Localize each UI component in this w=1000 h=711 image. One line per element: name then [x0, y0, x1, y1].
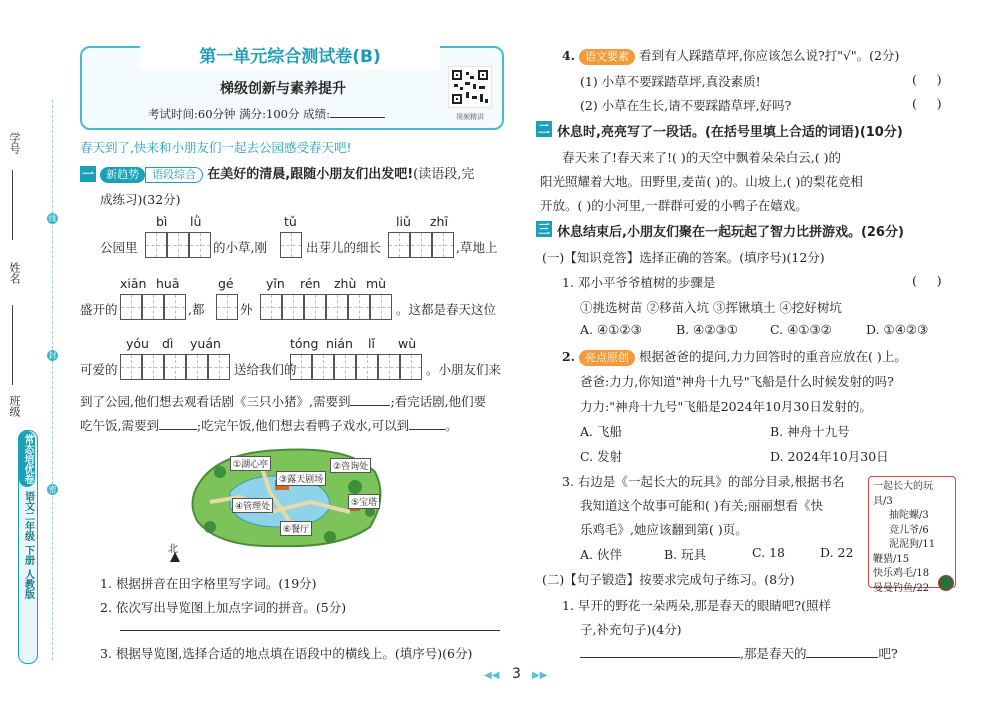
q4-opt1: (1) 小草不要踩踏草坪,真没素质!	[580, 74, 761, 89]
choice[interactable]: B. 神舟十九号	[770, 424, 850, 439]
p1q1: 1. 邓小平爷爷植树的步骤是	[562, 275, 716, 290]
pinyin: yuán	[190, 336, 221, 351]
line-char-feng: 封	[48, 351, 57, 360]
char-box[interactable]	[142, 294, 164, 320]
char-box[interactable]	[164, 294, 186, 320]
toc-item: 竞儿爷/6	[889, 524, 929, 536]
text: 公园里	[100, 240, 138, 255]
answer-blank[interactable]	[580, 657, 740, 658]
char-box[interactable]	[167, 232, 189, 258]
line-char-xian: 线	[48, 214, 57, 223]
answer-paren[interactable]: ( )	[912, 72, 942, 87]
toc-item: 一起长大的玩具/3	[873, 481, 933, 507]
choice[interactable]: B. 玩具	[664, 547, 707, 562]
qr-code[interactable]	[448, 66, 492, 121]
toc-item: 曼曼钓鱼/22	[873, 582, 930, 594]
text: 。小朋友们来	[426, 362, 502, 377]
pinyin: zhī	[430, 214, 448, 229]
student-no-line	[12, 170, 13, 240]
char-box[interactable]	[312, 354, 334, 380]
choice[interactable]: D. 22	[820, 545, 854, 560]
char-box[interactable]	[260, 294, 282, 320]
next-arrow-icon: ▶▶	[532, 670, 548, 681]
text: 送给我们的	[234, 362, 297, 377]
choice[interactable]: D. ①④②③	[866, 322, 929, 337]
choice[interactable]: A. 飞船	[580, 424, 622, 439]
pinyin: lǜ	[190, 214, 202, 229]
text: 外	[240, 302, 253, 317]
text: 的小草,刚	[213, 240, 267, 255]
text: ,都	[188, 302, 205, 317]
p1q3-l2: 我知道这个故事可能和( )有关;丽丽想看《快	[580, 498, 823, 513]
sec2-line1: 春天来了!春天来了!( )的天空中飘着朵朵白云,( )的	[562, 150, 841, 165]
answer-line[interactable]	[120, 630, 500, 631]
sec2-title: 休息时,亮亮写了一段话。(在括号里填上合适的词语)(10分)	[557, 125, 903, 140]
char-box[interactable]	[282, 294, 304, 320]
p1q2: 2. 亮点原创 根据爸爸的提问,力力回答时的重音应放在( )上。	[562, 349, 907, 364]
para2: 吃午饭,需要到 ;吃完午饭,他们想去看鸭子戏水,可以到 。	[80, 418, 458, 433]
student-no-label: 学号	[8, 132, 21, 154]
p1q3-l3: 乐鸡毛》,她应该翻到第( )页。	[580, 522, 748, 537]
p1q1-steps: ①挑选树苗 ②移苗入坑 ③挥锹填土 ④挖好树坑	[580, 300, 842, 315]
char-box[interactable]	[400, 354, 422, 380]
pinyin: gé	[218, 276, 234, 291]
para1: 到了公园,他们想去观看话剧《三只小猪》,需要到 ;看完话剧,他们要	[80, 394, 487, 409]
pinyin: nián	[326, 336, 353, 351]
p1q3-l1: 3. 右边是《一起长大的玩具》的部分目录,根据书名	[562, 474, 845, 489]
sec1-number: 一	[81, 167, 94, 181]
pinyin: huā	[156, 276, 180, 291]
answer-paren[interactable]: ( )	[912, 96, 942, 111]
p1q2-tag: 亮点原创	[579, 350, 635, 366]
north-arrow-icon	[170, 552, 180, 562]
toc-item: 抽陀螺/3	[889, 510, 929, 521]
char-box[interactable]	[120, 354, 142, 380]
sec1-tag-type: 语段综合	[145, 167, 203, 183]
map-label-6: ⑥餐厅	[280, 521, 312, 536]
map-label-3: ③露天剧场	[276, 471, 326, 486]
page-number: 3	[512, 666, 521, 682]
char-box[interactable]	[378, 354, 400, 380]
text: 可爱的	[80, 362, 118, 377]
p2q1-l2: 子,补充句子)(4分)	[580, 622, 682, 637]
choice[interactable]: D. 2024年10月30日	[770, 449, 889, 464]
name-line	[12, 305, 13, 385]
map-label-2: ②咨询处	[330, 458, 371, 473]
answer-paren[interactable]: ( )	[912, 273, 942, 288]
text: 。这都是春天这位	[396, 302, 497, 317]
spine-edition: 人教版	[22, 569, 34, 599]
pinyin: bì	[156, 214, 168, 229]
park-map	[180, 442, 390, 552]
exam-info: 考试时间:60分钟 满分:100分 成绩:	[148, 106, 385, 122]
part1-title: (一)【知识竞答】选择正确的答案。(填序号)(12分)	[542, 250, 825, 265]
page-title: 第一单元综合测试卷(B)	[140, 44, 440, 70]
q4-opt2: (2) 小草在生长,请不要踩踏草坪,好吗?	[580, 98, 792, 113]
char-box[interactable]	[348, 294, 370, 320]
char-box[interactable]	[186, 354, 208, 380]
sec1-title: 在美好的清晨,跟随小朋友们出发吧!	[207, 167, 414, 182]
sec3-number: 三	[537, 222, 550, 236]
char-box[interactable]	[370, 294, 392, 320]
sec2-line3: 开放。( )的小河里,一群群可爱的小鸭子在嬉戏。	[540, 198, 808, 213]
q4-tag: 语文要素	[579, 49, 635, 65]
choice[interactable]: C. 18	[752, 545, 785, 560]
class-label: 班级	[8, 395, 21, 417]
char-box[interactable]	[290, 354, 312, 380]
p2q1-l1: 1. 早开的野花一朵两朵,那是春天的眼睛吧?(照样	[562, 598, 831, 613]
answer-blank[interactable]	[806, 657, 878, 658]
spine-first: 常态培优卷	[19, 431, 35, 487]
pinyin: xiān	[120, 276, 147, 291]
spine-label	[18, 430, 38, 664]
pinyin: zhù	[334, 276, 357, 291]
char-box[interactable]	[145, 232, 167, 258]
sec1-tag-trend: 新趋势	[100, 167, 145, 183]
spine-grade: 语文二年级	[22, 491, 34, 541]
char-box[interactable]	[356, 354, 378, 380]
sec2-line2: 阳光照耀着大地。田野里,麦苗( )的。山坡上,( )的梨花竞相	[540, 174, 863, 189]
pinyin: tóng	[290, 336, 319, 351]
map-label-4: ④管理处	[232, 498, 273, 513]
choice[interactable]: C. ④①③②	[770, 322, 832, 337]
sec1-instr: (读语段,完	[413, 167, 475, 182]
pinyin: yóu	[126, 336, 149, 351]
toc-item: 鞭猎/15	[873, 553, 910, 565]
text: 盛开的	[80, 302, 118, 317]
choice[interactable]: A. 伙伴	[580, 547, 622, 562]
intro-line: 春天到了,快来和小朋友们一起去公园感受春天吧!	[80, 140, 352, 155]
char-box[interactable]	[142, 354, 164, 380]
char-box[interactable]	[432, 232, 454, 258]
pinyin: rén	[300, 276, 321, 291]
text: 出芽儿的细长	[306, 240, 382, 255]
sec1-q3: 3. 根据导览图,选择合适的地点填在语段中的横线上。(填序号)(6分)	[100, 646, 473, 661]
sec1-instr2: 成练习)(32分)	[100, 192, 181, 207]
pinyin: wù	[398, 336, 417, 351]
choice[interactable]: C. 发射	[580, 449, 623, 464]
char-box[interactable]	[304, 294, 326, 320]
text: ,草地上	[456, 240, 498, 255]
map-label-1: ①湖心亭	[230, 456, 271, 471]
choice[interactable]: A. ④①②③	[580, 322, 642, 337]
pinyin: liǔ	[396, 214, 411, 229]
pinyin: lǐ	[368, 336, 375, 351]
toc-item: 泥泥狗/11	[889, 539, 936, 550]
sec2-number: 二	[537, 122, 550, 136]
char-box[interactable]	[216, 294, 238, 320]
qr-label: 视频精讲	[456, 113, 484, 121]
sec3-title: 休息结束后,小朋友们聚在一起玩起了智力比拼游戏。(26分)	[557, 225, 904, 240]
binding-strip	[0, 0, 75, 711]
pinyin: dì	[162, 336, 174, 351]
p1q2-dad: 爸爸:力力,你知道"神舟十九号"飞船是什么时候发射的吗?	[580, 374, 894, 389]
subtitle: 梯级创新与素养提升	[220, 81, 346, 97]
char-box[interactable]	[334, 354, 356, 380]
book-toc	[868, 476, 956, 594]
char-box[interactable]	[280, 232, 302, 258]
q4: 4. 语文要素 看到有人踩踏草坪,你应该怎么说?打"√"。(2分)	[562, 48, 900, 63]
sec1-heading	[80, 163, 474, 183]
north-label: 北	[168, 544, 178, 555]
toy-icon	[938, 575, 954, 591]
answer-blank[interactable]	[159, 429, 197, 430]
char-box[interactable]	[410, 232, 432, 258]
cut-line	[52, 100, 53, 660]
char-box[interactable]	[208, 354, 230, 380]
char-box[interactable]	[189, 232, 211, 258]
p1q2-li: 力力:"神舟十九号"飞船是2024年10月30日发射的。	[580, 399, 872, 414]
prev-arrow-icon: ◀◀	[484, 670, 500, 681]
sec1-q2: 2. 依次写出导览图上加点字词的拼音。(5分)	[100, 600, 347, 615]
sec1-q1: 1. 根据拼音在田字格里写字词。(19分)	[100, 576, 317, 591]
choice[interactable]: B. ④②③①	[676, 322, 738, 337]
name-label: 姓名	[8, 262, 21, 284]
answer-blank[interactable]	[350, 405, 390, 406]
pinyin: tǔ	[284, 214, 297, 229]
pinyin: mù	[366, 276, 387, 291]
answer-blank[interactable]	[409, 429, 445, 430]
line-char-mi: 密	[48, 485, 57, 494]
spine-volume: 下册	[22, 545, 34, 565]
pinyin: yǐn	[266, 276, 285, 291]
char-box[interactable]	[120, 294, 142, 320]
part2-title: (二)【句子锻造】按要求完成句子练习。(8分)	[542, 572, 795, 587]
char-box[interactable]	[164, 354, 186, 380]
toc-item: 快乐鸡毛/18	[873, 568, 930, 579]
map-label-5: ⑤宝塔	[348, 494, 380, 509]
char-box[interactable]	[326, 294, 348, 320]
p2q1-sentence: ,那是春天的 吧?	[580, 644, 898, 662]
char-box[interactable]	[388, 232, 410, 258]
